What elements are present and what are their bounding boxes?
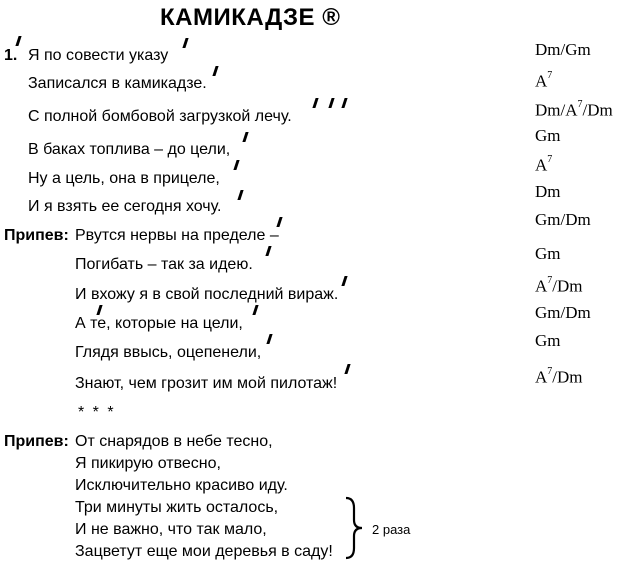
verse-number-label: 1. [4, 47, 18, 64]
verse-line: Записался в камикадзе. [28, 75, 207, 92]
chord: Gm/Dm [535, 303, 591, 322]
chord-accent [212, 66, 218, 76]
chord-accent [242, 132, 248, 142]
chorus-line: Погибать – так за идею. [75, 256, 253, 273]
chord-accent [266, 334, 272, 344]
chorus-line: Глядя ввысь, оцепенели, [75, 344, 262, 361]
chord-accent [233, 160, 239, 170]
chorus-line: Я пикирую отвесно, [75, 455, 221, 472]
chord: Gm [535, 331, 561, 350]
chord-accent [182, 38, 188, 48]
chord-accent [312, 98, 318, 108]
chord: $A^7$ [535, 154, 553, 175]
chorus-line: И вхожу я в свой последний вираж. [75, 286, 339, 303]
verse-line: Ну а цель, она в прицеле, [28, 170, 220, 187]
chorus-line: Зацветут еще мои деревья в саду! [75, 543, 333, 560]
song-title: КАМИКАДЗЕ ® [160, 4, 341, 31]
chord-accent [344, 364, 350, 374]
chord: Gm/Dm [535, 210, 591, 229]
chorus-label: Припев: [4, 433, 69, 450]
chorus-label: Припев: [4, 227, 69, 244]
verse-line: И я взять ее сегодня хочу. [28, 198, 222, 215]
verse-line: Я по совести указу [28, 47, 169, 64]
chord: $Dm/A^7/Dm$ [535, 99, 613, 120]
chord-accent [328, 98, 334, 108]
chorus-line: От снарядов в небе тесно, [75, 433, 273, 450]
chord-accent [237, 190, 243, 200]
chord-accent [276, 217, 282, 227]
repeat-brace [342, 496, 368, 560]
chorus-line: А те, которые на цели, [75, 315, 243, 332]
chord: Dm/Gm [535, 40, 591, 59]
chorus-line: И не важно, что так мало, [75, 521, 267, 538]
chord: Dm [535, 182, 561, 201]
repeat-note: 2 раза [372, 522, 411, 537]
chord-accent [96, 305, 102, 315]
chorus-line: Рвутся нервы на пределе – [75, 227, 279, 244]
chord-accent [265, 246, 271, 256]
chorus-line: Три минуты жить осталось, [75, 499, 279, 516]
separator: * * * [78, 404, 116, 421]
verse-line: С полной бомбовой загрузкой лечу. [28, 108, 292, 125]
chord: $A^7/Dm$ [535, 366, 583, 387]
chord: $A^7/Dm$ [535, 275, 583, 296]
verse-number [4, 47, 17, 65]
chord-accent [341, 276, 347, 286]
verse-line: В баках топлива – до цели, [28, 141, 231, 158]
chord: $A^7$ [535, 70, 553, 91]
chord-accent [252, 305, 258, 315]
chord: Gm [535, 244, 561, 263]
chord-accent [341, 98, 347, 108]
chord-accent [15, 36, 21, 46]
chord: Gm [535, 126, 561, 145]
chorus-line: Знают, чем грозит им мой пилотаж! [75, 375, 338, 392]
chorus-line: Исключительно красиво иду. [75, 477, 288, 494]
